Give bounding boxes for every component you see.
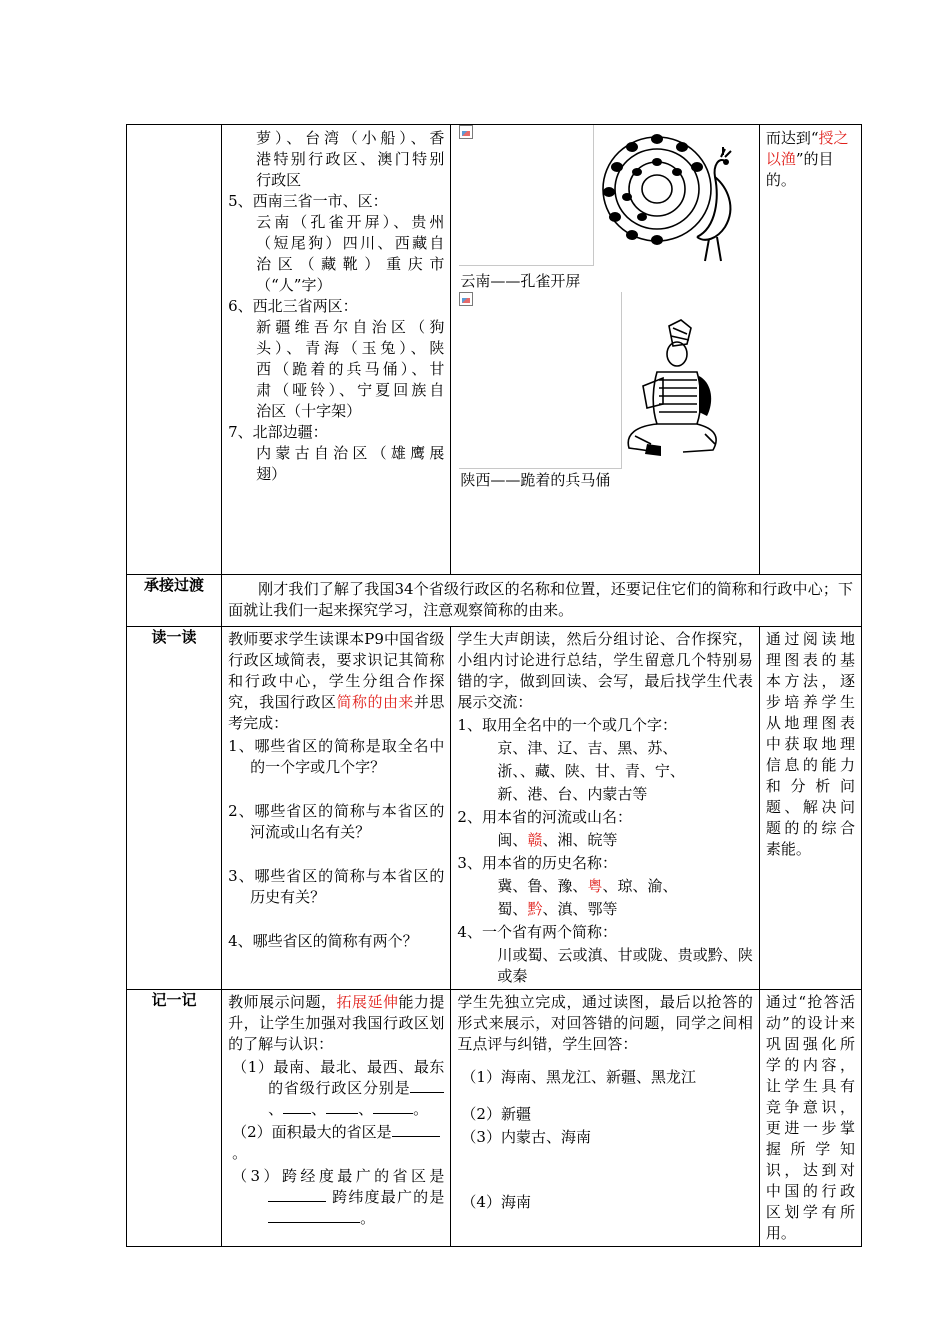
answer-3-title: 3、用本省的历史名称： [457, 854, 617, 872]
row3-purpose-text: 通过阅读地理图表的基本方法，逐步培养学生从地理图表中获取地理信息的能力和分析问题、解决问题的的综合素能。 [765, 630, 855, 858]
table-row-remember [127, 990, 862, 1247]
warrior-caption: 陕西——跪着的兵马俑 [460, 471, 611, 489]
table-row-read [127, 627, 862, 990]
row1-purpose-text: 而达到“授之以渔”的目的。 [765, 129, 849, 189]
province-line: 新疆维吾尔自治区（狗 [256, 318, 445, 336]
answer-3-line-1: 冀、鲁、豫、粤、琼、渝、 [497, 877, 678, 895]
province-line: 头）、青海（玉兔）、陕 [256, 339, 445, 357]
table-row-transition [127, 575, 862, 627]
row4-student-cell [451, 990, 759, 1247]
response-4: （4）海南 [461, 1193, 531, 1211]
province-line: 治区（十字架） [256, 402, 362, 420]
row3-student-cell [451, 627, 759, 990]
row2-content-cell [222, 575, 862, 627]
answer-1-title: 1、取用全名中的一个或几个字： [457, 716, 677, 734]
row2-label: 承接过渡 [127, 575, 222, 627]
row4-student-intro: 学生先独立完成，通过读图，最后以抢答的形式来展示，对回答错的问题，同学之间相互点评与纠错，学生回答： [457, 993, 753, 1053]
response-2: （2）新疆 [461, 1105, 531, 1123]
row1-teacher-cell [222, 125, 451, 575]
fill-question-3: （3）跨经度最广的省区是 跨纬度最广的是。 [232, 1167, 445, 1227]
answer-1-line-1: 京、津、辽、吉、黑、苏、 [497, 739, 678, 757]
question-4: 4、哪些省区的简称有两个？ [228, 932, 418, 950]
province-line: 内蒙古自治区（雄鹰展 [256, 444, 445, 462]
row4-label: 记一记 [127, 990, 222, 1247]
province-line: 萝）、台湾（小船）、香 [256, 129, 445, 147]
row3-label: 读一读 [127, 627, 222, 990]
province-line: 西（跪着的兵马俑）、甘 [256, 360, 445, 378]
answer-1-line-3: 新、港、台、内蒙古等 [497, 785, 648, 803]
row3-teacher-cell [222, 627, 451, 990]
response-1: （1）海南、黑龙江、新疆、黑龙江 [461, 1068, 696, 1086]
lesson-plan-table [126, 124, 862, 1247]
warrior-image-frame [459, 292, 623, 470]
answer-2-title: 2、用本省的河流或山名： [457, 808, 632, 826]
row4-teacher-cell [222, 990, 451, 1247]
peacock-caption: 云南——孔雀开屏 [460, 272, 581, 290]
province-line: 云南（孔雀开屏）、贵州 [256, 213, 445, 231]
province-line: 5、西南三省一市、区： [228, 192, 388, 210]
province-line: 翅） [256, 465, 287, 483]
row2-text: 刚才我们了解了我国34个省级行政区的名称和位置，还要记住它们的简称和行政中心；下面就让我们一起来探究学习，注意观察简称的由来。 [228, 580, 853, 619]
fill-question-1: （1）最南、最北、最西、最东的省级行政区分别是、 、 、 。 [232, 1058, 445, 1118]
province-line: 治区（藏靴）重庆市 [256, 255, 445, 273]
peacock-image-frame [459, 125, 593, 271]
answer-4-title: 4、一个省有两个简称： [457, 923, 617, 941]
peacock-illustration [597, 127, 747, 267]
row1-purpose-cell [759, 125, 861, 575]
province-line: 6、西北三省两区： [228, 297, 358, 315]
row4-purpose-cell [759, 990, 861, 1247]
table-row-continuation [127, 125, 862, 575]
row1-label-cell [127, 125, 222, 575]
question-3: 3、哪些省区的简称与本省区的历史有关？ [228, 867, 445, 906]
question-1: 1、哪些省区的简称是取全名中的一个字或几个字？ [228, 737, 445, 776]
row3-purpose-cell [759, 627, 861, 990]
question-2: 2、哪些省区的简称与本省区的河流或山名有关？ [228, 802, 445, 841]
row4-purpose-text: 通过“抢答活动”的设计来巩固强化所学的内容，让学生具有竞争意识，更进一步掌握所学知识，达到对中国的行政区划学有所用。 [765, 993, 855, 1242]
row4-teacher-intro: 教师展示问题，拓展延伸能力提升，让学生加强对我国行政区划的了解与认识： [228, 993, 445, 1053]
row3-student-intro: 学生大声朗读，然后分组讨论、合作探究，小组内讨论进行总结，学生留意几个特别易错的字，做到回读、会写，最后找学生代表展示交流： [457, 630, 753, 711]
fill-question-2: （2）面积最大的省区是。 [222, 1122, 450, 1166]
response-3: （3）内蒙古、海南 [461, 1128, 591, 1146]
province-line: 港特别行政区、澳门特别 [256, 150, 445, 168]
answer-1-line-2: 浙、、藏、陕、甘、青、宁、 [497, 762, 685, 780]
province-line: 行政区 [256, 171, 302, 189]
province-line: （“人”字） [256, 276, 332, 294]
province-shape-list [222, 125, 450, 487]
answer-2-line: 闽、赣、湘、皖等 [497, 831, 618, 849]
row3-teacher-intro: 教师要求学生读课本P9中国省级行政区域简表，要求识记其简称和行政中心，学生分组合作探究，我国行政区简称的由来并思考完成： [228, 630, 445, 732]
row1-image-cell [451, 125, 759, 575]
province-line: 7、北部边疆： [228, 423, 328, 441]
answer-4-text: 川或蜀、云或滇、甘或陇、贵或黔、陕或秦 [497, 946, 753, 985]
answer-3-line-2: 蜀、黔、滇、鄂等 [497, 900, 618, 918]
province-line: 肃（哑铃）、宁夏回族自 [256, 381, 445, 399]
terracotta-warrior-illustration [617, 316, 737, 466]
province-line: （短尾狗）四川、西藏自 [256, 234, 445, 252]
